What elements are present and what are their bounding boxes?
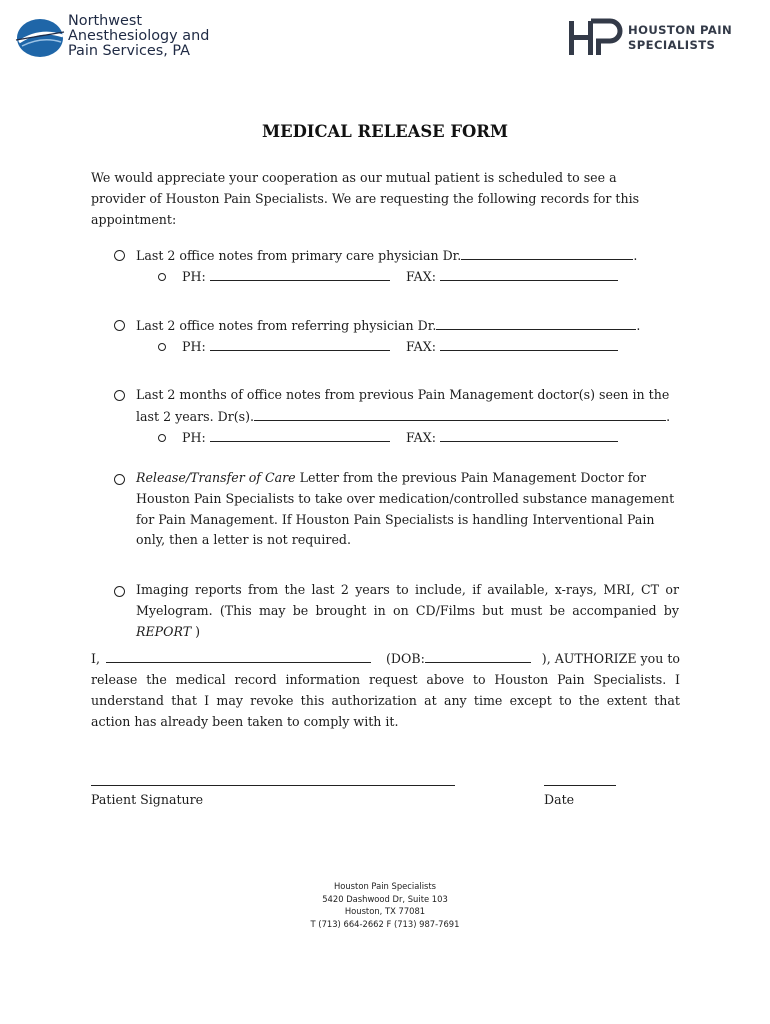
date-label: Date (544, 792, 575, 807)
auth-authorize-text: ), AUTHORIZE you to (541, 651, 680, 666)
transfer-checkbox[interactable] (114, 474, 125, 485)
transfer-line-1 (136, 468, 681, 489)
auth-line-3: understand that I may revoke this authorization at any time except to the extent that (91, 692, 680, 708)
right-logo-line-1: HOUSTON PAIN (628, 23, 733, 37)
pain-mgmt-ph-label: PH: (182, 430, 206, 445)
transfer-line-1-rest: Letter from the previous Pain Management Doctor for (295, 470, 647, 485)
auth-dob-label: (DOB: (386, 651, 425, 666)
referring-fax-label: FAX: (406, 339, 436, 354)
pcp-ph-label: PH: (182, 269, 206, 284)
referring-request-line: Last 2 office notes from referring physician Dr. . (136, 315, 640, 336)
pain-mgmt-ph-row (182, 427, 390, 448)
pcp-text: Last 2 office notes from primary care physician Dr. (136, 248, 462, 263)
pain-mgmt-fax-field[interactable] (440, 427, 618, 442)
pcp-ph-row (182, 266, 390, 287)
date-field[interactable] (544, 785, 616, 786)
imaging-checkbox[interactable] (114, 586, 125, 597)
footer-line-1: Houston Pain Specialists (333, 881, 437, 891)
auth-paragraph (91, 670, 680, 732)
intro-paragraph (91, 168, 651, 230)
transfer-line-4: only, then a letter is not required. (136, 532, 351, 548)
pain-mgmt-line-1: Last 2 months of office notes from previous Pain Management doctor(s) seen in the (136, 387, 670, 402)
transfer-italic-label: Release/Transfer of Care (136, 470, 296, 485)
intro-line-3: appointment: (91, 211, 177, 227)
northwest-anesthesiology-logo (14, 14, 214, 62)
transfer-line-3: for Pain Management. If Houston Pain Specialists is handling Interventional Pain (136, 511, 655, 527)
referring-checkbox[interactable] (114, 320, 125, 331)
left-logo-line-3: Pain Services, PA (68, 43, 190, 59)
footer-line-2: 5420 Dashwood Dr, Suite 103 (322, 893, 448, 904)
referring-text: Last 2 office notes from referring physician Dr. (136, 318, 437, 333)
auth-i-label: I, (91, 651, 100, 666)
patient-signature-label: Patient Signature (91, 792, 204, 807)
pcp-ph-field[interactable] (210, 266, 390, 281)
left-logo-line-2: Anesthesiology and (68, 28, 210, 44)
pcp-checkbox[interactable] (114, 250, 125, 261)
pcp-fax-label: FAX: (406, 269, 436, 284)
referring-doctor-field[interactable] (436, 315, 636, 330)
referring-sub-bullet-icon (158, 343, 166, 351)
auth-name-field[interactable] (106, 662, 371, 663)
referring-ph-field[interactable] (210, 336, 390, 351)
pain-mgmt-line-2: last 2 years. Dr(s). . (136, 406, 670, 427)
referring-ph-row (182, 336, 390, 357)
auth-dob-field[interactable] (425, 662, 531, 663)
globe-logo-icon (14, 16, 66, 60)
footer-line-4: T (713) 664-2662 F (713) 987-7691 (310, 918, 460, 929)
pain-mgmt-dr-label: last 2 years. Dr(s). (136, 409, 255, 424)
auth-line-4: action has already been taken to comply with it. (91, 713, 399, 729)
imaging-paragraph (136, 580, 679, 642)
pain-mgmt-ph-field[interactable] (210, 427, 390, 442)
auth-line-2: release the medical record information request above to Houston Pain Specialists. I (91, 672, 680, 687)
footer-line-3: Houston, TX 77081 (344, 906, 426, 917)
transfer-paragraph (136, 468, 681, 551)
referring-fax-field[interactable] (440, 336, 618, 351)
pain-mgmt-sub-bullet-icon (158, 434, 166, 442)
referring-ph-label: PH: (182, 339, 206, 354)
pcp-fax-row (406, 266, 618, 287)
pcp-sub-bullet-icon (158, 273, 166, 281)
imaging-close: ) (191, 623, 201, 639)
imaging-line-1: Imaging reports from the last 2 years to include, if available, x-rays, MRI, CT or (136, 582, 679, 597)
intro-line-2: provider of Houston Pain Specialists. We are requesting the following records for this (91, 190, 640, 206)
imaging-report-label: REPORT (136, 623, 192, 639)
imaging-line-2: Myelogram. (This may be brought in on CD/Films but must be accompanied by (136, 602, 679, 618)
pcp-request-line: Last 2 office notes from primary care physician Dr. . (136, 245, 637, 266)
intro-line-1: We would appreciate your cooperation as our mutual patient is scheduled to see a (91, 170, 617, 185)
patient-signature-field[interactable] (91, 785, 455, 786)
pain-mgmt-fax-label: FAX: (406, 430, 436, 445)
pcp-doctor-field[interactable] (461, 245, 633, 260)
footer-address (0, 880, 770, 930)
pain-mgmt-doctor-field[interactable] (254, 406, 666, 421)
transfer-line-2: Houston Pain Specialists to take over medication/controlled substance management (136, 490, 675, 506)
hp-monogram-icon (566, 17, 626, 59)
pain-mgmt-checkbox[interactable] (114, 390, 125, 401)
right-logo-line-2: SPECIALISTS (628, 38, 716, 52)
form-title: MEDICAL RELEASE FORM (261, 122, 509, 141)
imaging-line-3 (136, 622, 679, 643)
pcp-fax-field[interactable] (440, 266, 618, 281)
houston-pain-specialists-logo (566, 17, 756, 59)
referring-fax-row (406, 336, 618, 357)
pain-mgmt-fax-row (406, 427, 618, 448)
left-logo-line-1: Northwest (68, 13, 143, 29)
